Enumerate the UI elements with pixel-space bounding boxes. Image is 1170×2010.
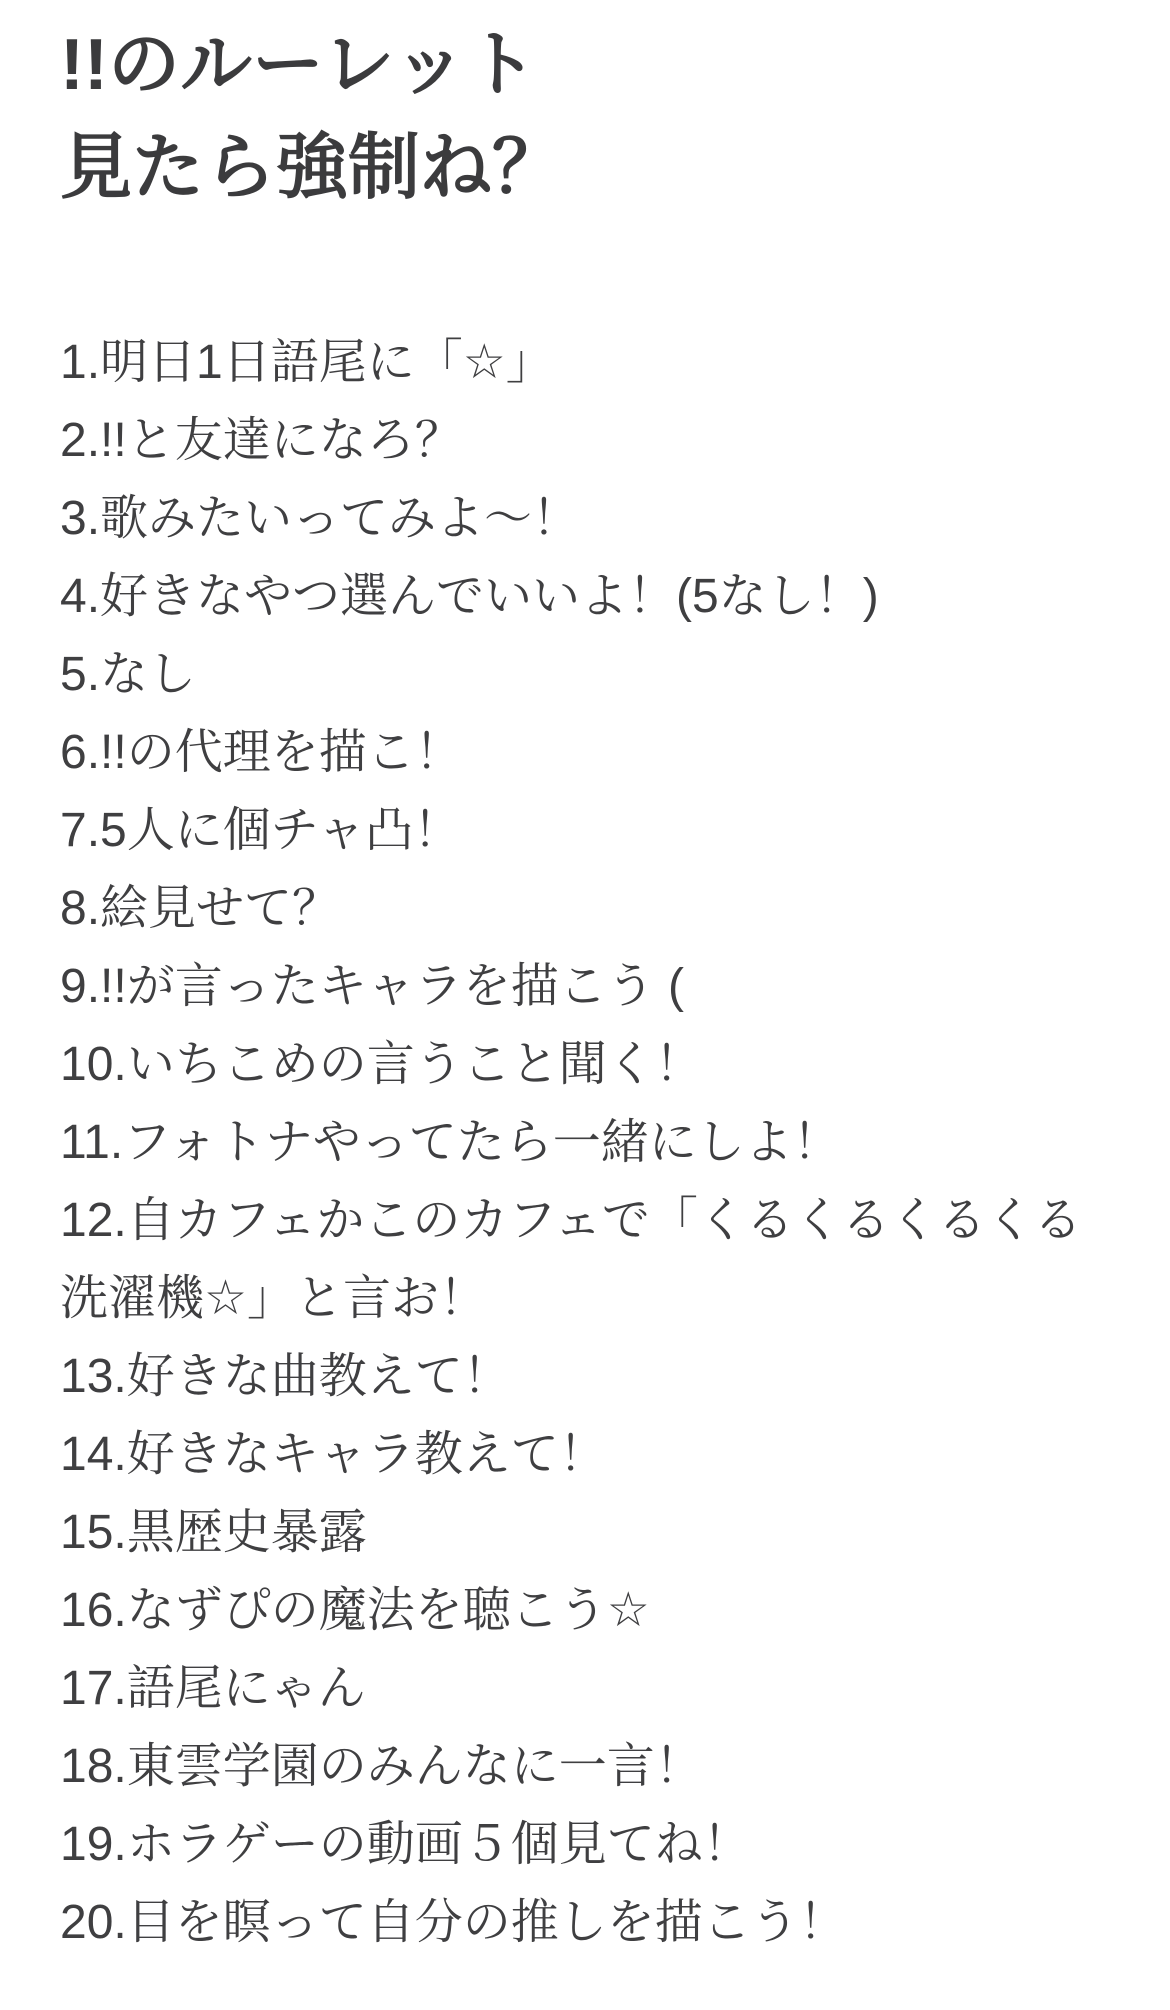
- list-item: 6.!!の代理を描こ！: [60, 726, 463, 779]
- list-item: 7.5人に個チャ凸！: [60, 804, 462, 857]
- list-item: 8.絵見せて？: [60, 882, 341, 935]
- page-title: [60, 14, 1120, 220]
- list-item: 5.なし: [60, 648, 197, 701]
- list-item: 19.ホラゲーの動画５個見てね！: [60, 1818, 751, 1871]
- list-item: 17.語尾にゃん: [60, 1662, 366, 1715]
- list-item: 14.好きなキャラ教えて！: [60, 1428, 607, 1481]
- list-item: 3.歌みたいってみよ～！: [60, 492, 581, 545]
- list-item: 20.目を瞑って自分の推しを描こう！: [60, 1896, 847, 1949]
- list-item: 1.明日1日語尾に「☆」: [60, 336, 554, 389]
- list-item: 12.自カフェかこのカフェで「くるくるくるくる洗濯機☆」と言お！: [60, 1194, 1082, 1325]
- list-item: 15.黒歴史暴露: [60, 1506, 367, 1559]
- list-item: 13.好きな曲教えて！: [60, 1350, 511, 1403]
- list-item: 2.!!と友達になろ？: [60, 414, 463, 467]
- roulette-list: [60, 324, 1120, 1962]
- list-item: 4.好きなやつ選んでいいよ！(5なし！): [60, 570, 879, 623]
- title-line-1: !!のルーレット: [60, 25, 538, 105]
- list-item: 18.東雲学園のみんなに一言！: [60, 1740, 703, 1793]
- title-line-2: 見たら強制ね？: [60, 128, 565, 208]
- list-item: 9.!!が言ったキャラを描こう (: [60, 960, 685, 1013]
- list-item: 16.なずぴの魔法を聴こう☆: [60, 1584, 650, 1637]
- list-item: 10.いちこめの言うこと聞く！: [60, 1038, 703, 1091]
- list-item: 11.フォトナやってたら一緒にしよ！: [60, 1116, 841, 1169]
